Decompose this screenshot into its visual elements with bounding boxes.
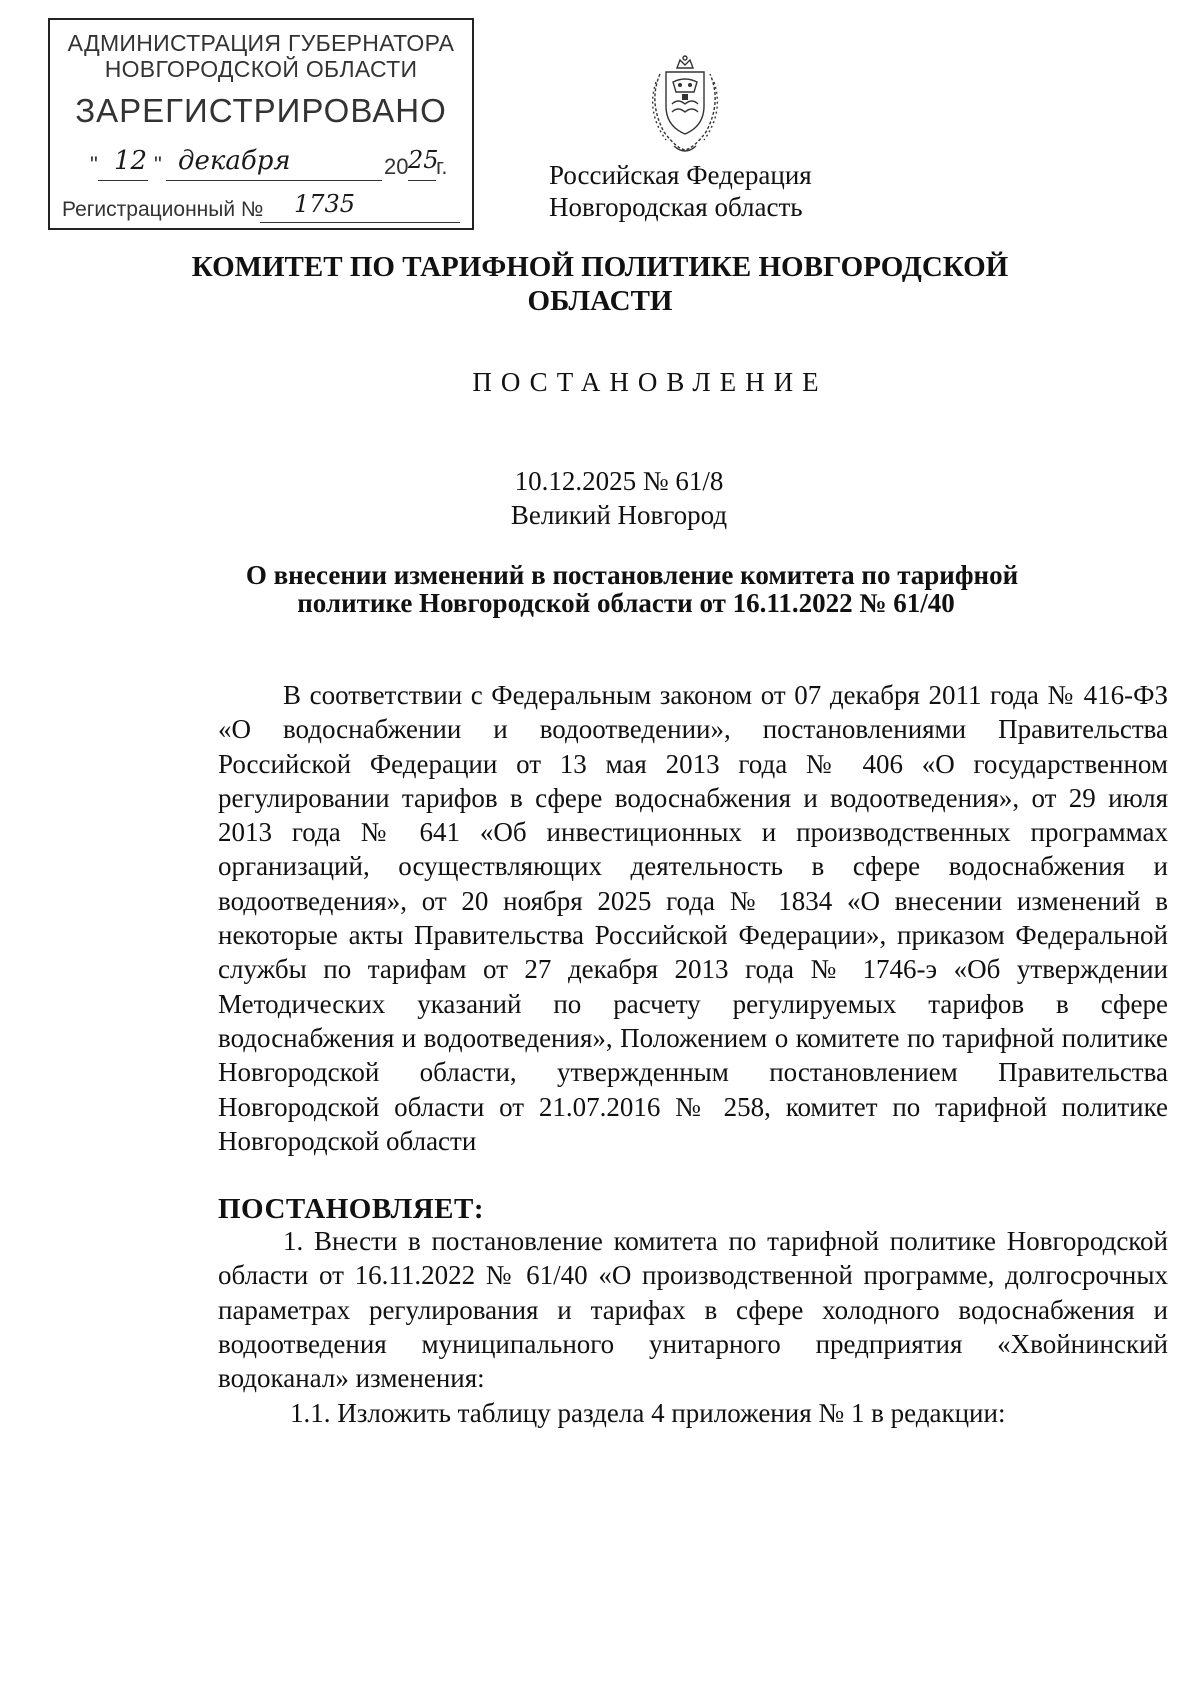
committee-title-line1: КОМИТЕТ ПО ТАРИФНОЙ ПОЛИТИКЕ НОВГОРОДСКОЙ (191, 251, 1009, 283)
document-type: ПОСТАНОВЛЕНИЕ (472, 367, 828, 397)
stamp-status: ЗАРЕГИСТРИРОВАНО (75, 92, 447, 129)
item-1-1-paragraph: 1.1. Изложить таблицу раздела 4 приложения № 1 в редакции: (290, 1398, 1006, 1428)
preamble-paragraph: В соответствии с Федеральным законом от 07 декабря 2011 года № 416-ФЗ «О водоснабжении и водоотведении», постановлениями Правительства Российской Федерации от 13 мая 2013 года № 406 «О государственном регулировании тарифов в сфере водоснабжения и водоотведения», от 29 июля 2013 года № 641 «Об инвестиционных и производственных программах организаций, осуществляющих деятельность в сфере водоснабжения и водоотведения», от 20 ноября 2025 года № 1834 «О внесении изменений в некоторые акты Правительства Российской Федерации», приказом Федеральной службы по тарифам от 27 декабря 2013 года № 1746-э «Об утверждении Методических указаний по расчету регулируемых тарифов в сфере водоснабжения и водоотведения», Положением о комитете по тарифной политике Новгородской области, утвержденным постановлением Правительства Новгородской области от 21.07.2016 № 258, комитет по тарифной политике Новгородской области (218, 680, 1168, 1156)
stamp-reg-number: 1735 (294, 190, 356, 218)
preamble-block (218, 678, 1168, 1158)
stamp-number-underline (260, 222, 460, 223)
committee-title-line2: ОБЛАСТИ (527, 285, 673, 317)
stamp-day-underline (98, 180, 148, 181)
stamp-quote-close: " (154, 152, 162, 177)
document-subject-line1: О внесении изменений в постановление комитета по тарифной (245, 560, 1019, 590)
stamp-reg-label: Регистрационный № (62, 198, 264, 221)
items-block (218, 1224, 1168, 1395)
stamp-year-underline (408, 180, 436, 181)
item-1-paragraph: 1. Внести в постановление комитета по тарифной политике Новгородской области от 16.11.2022 № 61/40 «О производственной программе, долгосрочных параметрах регулирования и тарифах в сфере холодного водоснабжения и водоотведения муниципального унитарного предприятия «Хвойнинский водоканал» изменения: (218, 1226, 1168, 1394)
stamp-org-line1: АДМИНИСТРАЦИЯ ГУБЕРНАТОРА (67, 30, 455, 56)
stamp-date-row (86, 146, 466, 184)
document-subject-line2: политике Новгородской области от 16.11.2022 № 61/40 (297, 588, 955, 618)
stamp-number-row (62, 190, 462, 226)
stamp-day: 12 (114, 146, 148, 176)
country-name: Российская Федерация (549, 160, 812, 190)
stamp-year-prefix: 20 (384, 154, 409, 179)
document-city: Великий Новгород (510, 500, 728, 530)
coat-of-arms-emblem (636, 52, 734, 160)
stamp-org-line2: НОВГОРОДСКОЙ ОБЛАСТИ (104, 56, 418, 82)
stamp-month: декабря (178, 146, 291, 176)
stamp-year-mark: г. (436, 154, 448, 179)
stamp-quote-open: " (90, 152, 98, 177)
registration-stamp (48, 18, 474, 230)
stamp-year-suffix: 25 (408, 146, 439, 174)
document-date-number: 10.12.2025 № 61/8 (514, 466, 724, 496)
region-name: Новгородская область (549, 192, 803, 222)
resolves-heading: ПОСТАНОВЛЯЕТ: (218, 1193, 484, 1225)
stamp-month-underline (166, 180, 382, 181)
